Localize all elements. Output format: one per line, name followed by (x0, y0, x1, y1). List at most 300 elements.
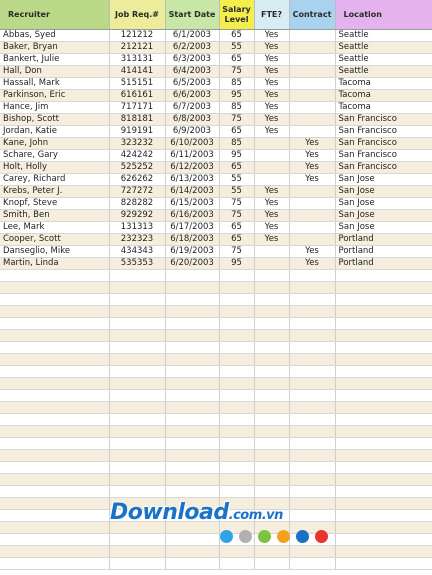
cell-contract[interactable] (289, 66, 335, 78)
cell-contract[interactable] (289, 414, 335, 426)
cell-contract[interactable]: Yes (289, 246, 335, 258)
cell-salary-level[interactable] (219, 294, 254, 306)
cell-job-req[interactable]: 424242 (109, 150, 165, 162)
cell-location[interactable]: San Jose (335, 222, 432, 234)
cell-recruiter[interactable]: Cooper, Scott (0, 234, 109, 246)
cell-job-req[interactable] (109, 378, 165, 390)
cell-salary-level[interactable] (219, 438, 254, 450)
cell-location[interactable] (335, 450, 432, 462)
cell-fte[interactable]: Yes (254, 78, 289, 90)
cell-salary-level[interactable]: 85 (219, 102, 254, 114)
watermark (110, 500, 350, 556)
cell-fte[interactable] (254, 402, 289, 414)
cell-location[interactable]: San Jose (335, 198, 432, 210)
cell-job-req[interactable] (109, 330, 165, 342)
cell-contract[interactable] (289, 330, 335, 342)
cell-start-date[interactable]: 6/2/2003 (165, 42, 219, 54)
cell-salary-level[interactable] (219, 318, 254, 330)
cell-contract[interactable] (289, 486, 335, 498)
cell-salary-level[interactable]: 65 (219, 222, 254, 234)
cell-salary-level[interactable] (219, 366, 254, 378)
cell-fte[interactable]: Yes (254, 102, 289, 114)
cell-location[interactable]: San Francisco (335, 138, 432, 150)
cell-start-date[interactable]: 6/18/2003 (165, 234, 219, 246)
cell-start-date[interactable]: 6/4/2003 (165, 66, 219, 78)
cell-location[interactable] (335, 402, 432, 414)
cell-start-date[interactable] (165, 270, 219, 282)
cell-location[interactable] (335, 318, 432, 330)
cell-job-req[interactable] (109, 426, 165, 438)
cell-salary-level[interactable] (219, 330, 254, 342)
cell-recruiter[interactable]: Hassall, Mark (0, 78, 109, 90)
cell-fte[interactable]: Yes (254, 30, 289, 42)
cell-salary-level[interactable]: 75 (219, 114, 254, 126)
cell-contract[interactable] (289, 54, 335, 66)
cell-location[interactable]: San Jose (335, 210, 432, 222)
cell-recruiter[interactable] (0, 282, 109, 294)
cell-start-date[interactable] (165, 450, 219, 462)
cell-contract[interactable] (289, 318, 335, 330)
cell-start-date[interactable] (165, 402, 219, 414)
cell-location[interactable] (335, 282, 432, 294)
cell-start-date[interactable] (165, 438, 219, 450)
cell-location[interactable] (335, 354, 432, 366)
cell-contract[interactable] (289, 198, 335, 210)
cell-job-req[interactable] (109, 558, 165, 570)
cell-location[interactable]: San Francisco (335, 162, 432, 174)
cell-fte[interactable] (254, 294, 289, 306)
cell-contract[interactable] (289, 234, 335, 246)
cell-recruiter[interactable]: Baker, Bryan (0, 42, 109, 54)
cell-location[interactable] (335, 342, 432, 354)
cell-contract[interactable] (289, 30, 335, 42)
cell-fte[interactable] (254, 138, 289, 150)
table-row (0, 342, 432, 354)
cell-job-req[interactable]: 919191 (109, 126, 165, 138)
cell-location[interactable]: Seattle (335, 66, 432, 78)
cell-recruiter[interactable] (0, 378, 109, 390)
cell-salary-level[interactable] (219, 390, 254, 402)
cell-recruiter[interactable] (0, 366, 109, 378)
cell-location[interactable]: San Jose (335, 174, 432, 186)
cell-contract[interactable] (289, 306, 335, 318)
cell-salary-level[interactable] (219, 486, 254, 498)
cell-job-req[interactable]: 434343 (109, 246, 165, 258)
cell-recruiter[interactable]: Bankert, Julie (0, 54, 109, 66)
cell-salary-level[interactable]: 55 (219, 174, 254, 186)
cell-salary-level[interactable]: 95 (219, 90, 254, 102)
cell-recruiter[interactable]: Lee, Mark (0, 222, 109, 234)
cell-fte[interactable] (254, 438, 289, 450)
cell-recruiter[interactable]: Smith, Ben (0, 210, 109, 222)
cell-salary-level[interactable]: 75 (219, 246, 254, 258)
cell-job-req[interactable] (109, 486, 165, 498)
header-job-req[interactable]: Job Req.# (109, 0, 165, 30)
cell-fte[interactable]: Yes (254, 210, 289, 222)
cell-contract[interactable]: Yes (289, 174, 335, 186)
cell-fte[interactable]: Yes (254, 126, 289, 138)
cell-fte[interactable] (254, 558, 289, 570)
cell-recruiter[interactable] (0, 438, 109, 450)
cell-recruiter[interactable]: Martin, Linda (0, 258, 109, 270)
cell-contract[interactable] (289, 102, 335, 114)
cell-start-date[interactable] (165, 342, 219, 354)
cell-job-req[interactable]: 525252 (109, 162, 165, 174)
cell-job-req[interactable] (109, 438, 165, 450)
cell-start-date[interactable]: 6/17/2003 (165, 222, 219, 234)
cell-location[interactable]: Portland (335, 234, 432, 246)
cell-recruiter[interactable] (0, 474, 109, 486)
cell-location[interactable]: Seattle (335, 54, 432, 66)
table-row (0, 246, 432, 258)
cell-recruiter[interactable] (0, 414, 109, 426)
cell-job-req[interactable]: 414141 (109, 66, 165, 78)
cell-fte[interactable]: Yes (254, 42, 289, 54)
cell-start-date[interactable]: 6/1/2003 (165, 30, 219, 42)
cell-location[interactable] (335, 414, 432, 426)
cell-fte[interactable]: Yes (254, 234, 289, 246)
cell-contract[interactable]: Yes (289, 258, 335, 270)
cell-contract[interactable] (289, 354, 335, 366)
cell-salary-level[interactable]: 75 (219, 198, 254, 210)
cell-job-req[interactable]: 818181 (109, 114, 165, 126)
cell-job-req[interactable] (109, 366, 165, 378)
cell-salary-level[interactable]: 55 (219, 186, 254, 198)
cell-fte[interactable] (254, 414, 289, 426)
header-salary-level[interactable]: Salary Level (219, 0, 254, 30)
cell-fte[interactable]: Yes (254, 186, 289, 198)
cell-recruiter[interactable]: Jordan, Katie (0, 126, 109, 138)
cell-fte[interactable] (254, 342, 289, 354)
cell-fte[interactable] (254, 318, 289, 330)
cell-recruiter[interactable] (0, 330, 109, 342)
cell-fte[interactable] (254, 174, 289, 186)
cell-contract[interactable] (289, 342, 335, 354)
cell-recruiter[interactable] (0, 522, 109, 534)
cell-fte[interactable] (254, 162, 289, 174)
cell-recruiter[interactable]: Hall, Don (0, 66, 109, 78)
cell-salary-level[interactable] (219, 342, 254, 354)
cell-recruiter[interactable] (0, 294, 109, 306)
cell-job-req[interactable] (109, 414, 165, 426)
cell-start-date[interactable]: 6/15/2003 (165, 198, 219, 210)
cell-start-date[interactable] (165, 426, 219, 438)
cell-contract[interactable] (289, 378, 335, 390)
cell-start-date[interactable]: 6/7/2003 (165, 102, 219, 114)
cell-contract[interactable] (289, 450, 335, 462)
cell-job-req[interactable]: 717171 (109, 102, 165, 114)
cell-location[interactable]: San Francisco (335, 114, 432, 126)
cell-location[interactable]: Seattle (335, 42, 432, 54)
cell-location[interactable]: Portland (335, 246, 432, 258)
cell-salary-level[interactable] (219, 378, 254, 390)
cell-contract[interactable] (289, 78, 335, 90)
cell-location[interactable] (335, 330, 432, 342)
cell-salary-level[interactable] (219, 426, 254, 438)
cell-recruiter[interactable] (0, 534, 109, 546)
cell-recruiter[interactable]: Abbas, Syed (0, 30, 109, 42)
cell-salary-level[interactable]: 65 (219, 234, 254, 246)
cell-recruiter[interactable] (0, 390, 109, 402)
cell-job-req[interactable] (109, 474, 165, 486)
cell-recruiter[interactable]: Carey, Richard (0, 174, 109, 186)
cell-job-req[interactable]: 232323 (109, 234, 165, 246)
cell-start-date[interactable] (165, 330, 219, 342)
cell-location[interactable] (335, 486, 432, 498)
cell-salary-level[interactable] (219, 270, 254, 282)
cell-job-req[interactable]: 616161 (109, 90, 165, 102)
cell-recruiter[interactable] (0, 342, 109, 354)
cell-fte[interactable]: Yes (254, 198, 289, 210)
cell-start-date[interactable]: 6/3/2003 (165, 54, 219, 66)
cell-location[interactable] (335, 294, 432, 306)
cell-salary-level[interactable]: 55 (219, 42, 254, 54)
cell-job-req[interactable] (109, 306, 165, 318)
cell-recruiter[interactable] (0, 426, 109, 438)
cell-job-req[interactable]: 212121 (109, 42, 165, 54)
header-location[interactable]: Location (335, 0, 432, 30)
header-start-date[interactable]: Start Date (165, 0, 219, 30)
cell-recruiter[interactable] (0, 558, 109, 570)
cell-contract[interactable] (289, 222, 335, 234)
cell-location[interactable]: San Francisco (335, 150, 432, 162)
cell-recruiter[interactable] (0, 270, 109, 282)
cell-fte[interactable] (254, 354, 289, 366)
cell-salary-level[interactable]: 65 (219, 30, 254, 42)
cell-start-date[interactable]: 6/10/2003 (165, 138, 219, 150)
cell-contract[interactable]: Yes (289, 138, 335, 150)
table-row (0, 90, 432, 102)
cell-contract[interactable] (289, 270, 335, 282)
cell-job-req[interactable] (109, 342, 165, 354)
cell-recruiter[interactable]: Holt, Holly (0, 162, 109, 174)
cell-location[interactable]: San Francisco (335, 126, 432, 138)
cell-contract[interactable] (289, 210, 335, 222)
cell-location[interactable] (335, 462, 432, 474)
cell-recruiter[interactable] (0, 546, 109, 558)
cell-recruiter[interactable] (0, 402, 109, 414)
cell-recruiter[interactable]: Hance, Jim (0, 102, 109, 114)
cell-fte[interactable] (254, 270, 289, 282)
cell-location[interactable] (335, 474, 432, 486)
cell-salary-level[interactable] (219, 354, 254, 366)
table-row (0, 318, 432, 330)
cell-fte[interactable]: Yes (254, 90, 289, 102)
cell-fte[interactable] (254, 306, 289, 318)
cell-recruiter[interactable] (0, 510, 109, 522)
table-row (0, 138, 432, 150)
cell-job-req[interactable]: 828282 (109, 198, 165, 210)
cell-salary-level[interactable]: 65 (219, 126, 254, 138)
cell-recruiter[interactable] (0, 450, 109, 462)
cell-fte[interactable]: Yes (254, 66, 289, 78)
cell-contract[interactable] (289, 90, 335, 102)
cell-location[interactable] (335, 366, 432, 378)
cell-salary-level[interactable] (219, 306, 254, 318)
cell-recruiter[interactable]: Krebs, Peter J. (0, 186, 109, 198)
cell-location[interactable] (335, 558, 432, 570)
cell-job-req[interactable] (109, 282, 165, 294)
cell-salary-level[interactable]: 95 (219, 258, 254, 270)
cell-recruiter[interactable]: Bishop, Scott (0, 114, 109, 126)
cell-fte[interactable]: Yes (254, 222, 289, 234)
cell-contract[interactable] (289, 282, 335, 294)
cell-start-date[interactable]: 6/12/2003 (165, 162, 219, 174)
cell-recruiter[interactable] (0, 486, 109, 498)
header-fte[interactable]: FTE? (254, 0, 289, 30)
cell-start-date[interactable] (165, 414, 219, 426)
cell-salary-level[interactable]: 65 (219, 162, 254, 174)
cell-recruiter[interactable] (0, 462, 109, 474)
cell-location[interactable] (335, 438, 432, 450)
cell-location[interactable]: Seattle (335, 30, 432, 42)
cell-start-date[interactable]: 6/19/2003 (165, 246, 219, 258)
cell-location[interactable]: Tacoma (335, 78, 432, 90)
header-recruiter[interactable]: Recruiter (0, 0, 109, 30)
cell-contract[interactable] (289, 390, 335, 402)
cell-fte[interactable] (254, 462, 289, 474)
cell-location[interactable]: Tacoma (335, 102, 432, 114)
cell-job-req[interactable] (109, 318, 165, 330)
header-contract[interactable]: Contract (289, 0, 335, 30)
cell-fte[interactable] (254, 282, 289, 294)
cell-job-req[interactable]: 515151 (109, 78, 165, 90)
cell-start-date[interactable] (165, 318, 219, 330)
cell-job-req[interactable]: 121212 (109, 30, 165, 42)
cell-fte[interactable] (254, 150, 289, 162)
cell-recruiter[interactable] (0, 498, 109, 510)
cell-recruiter[interactable]: Schare, Gary (0, 150, 109, 162)
cell-salary-level[interactable] (219, 402, 254, 414)
cell-location[interactable]: Tacoma (335, 90, 432, 102)
cell-fte[interactable] (254, 426, 289, 438)
cell-fte[interactable] (254, 486, 289, 498)
cell-job-req[interactable] (109, 462, 165, 474)
cell-salary-level[interactable] (219, 282, 254, 294)
cell-job-req[interactable] (109, 270, 165, 282)
cell-contract[interactable] (289, 462, 335, 474)
cell-start-date[interactable] (165, 474, 219, 486)
cell-location[interactable] (335, 270, 432, 282)
cell-start-date[interactable] (165, 282, 219, 294)
cell-start-date[interactable] (165, 294, 219, 306)
cell-job-req[interactable]: 626262 (109, 174, 165, 186)
cell-contract[interactable] (289, 426, 335, 438)
cell-start-date[interactable] (165, 306, 219, 318)
cell-fte[interactable] (254, 258, 289, 270)
cell-start-date[interactable]: 6/14/2003 (165, 186, 219, 198)
cell-start-date[interactable] (165, 366, 219, 378)
cell-start-date[interactable] (165, 354, 219, 366)
cell-fte[interactable] (254, 330, 289, 342)
cell-contract[interactable] (289, 474, 335, 486)
cell-start-date[interactable]: 6/16/2003 (165, 210, 219, 222)
cell-contract[interactable]: Yes (289, 162, 335, 174)
cell-location[interactable] (335, 306, 432, 318)
cell-fte[interactable] (254, 474, 289, 486)
cell-recruiter[interactable]: Kane, John (0, 138, 109, 150)
cell-job-req[interactable]: 323232 (109, 138, 165, 150)
cell-start-date[interactable] (165, 486, 219, 498)
cell-salary-level[interactable]: 95 (219, 150, 254, 162)
cell-contract[interactable] (289, 558, 335, 570)
cell-contract[interactable] (289, 186, 335, 198)
cell-fte[interactable]: Yes (254, 54, 289, 66)
cell-recruiter[interactable] (0, 354, 109, 366)
cell-recruiter[interactable] (0, 306, 109, 318)
cell-start-date[interactable]: 6/20/2003 (165, 258, 219, 270)
cell-start-date[interactable] (165, 558, 219, 570)
cell-fte[interactable] (254, 366, 289, 378)
cell-job-req[interactable] (109, 390, 165, 402)
cell-location[interactable] (335, 426, 432, 438)
cell-start-date[interactable]: 6/11/2003 (165, 150, 219, 162)
cell-job-req[interactable]: 535353 (109, 258, 165, 270)
cell-salary-level[interactable]: 65 (219, 54, 254, 66)
cell-contract[interactable]: Yes (289, 150, 335, 162)
cell-start-date[interactable]: 6/8/2003 (165, 114, 219, 126)
cell-salary-level[interactable]: 85 (219, 78, 254, 90)
cell-start-date[interactable] (165, 462, 219, 474)
cell-salary-level[interactable]: 75 (219, 210, 254, 222)
cell-contract[interactable] (289, 294, 335, 306)
cell-salary-level[interactable] (219, 414, 254, 426)
cell-contract[interactable] (289, 114, 335, 126)
cell-fte[interactable] (254, 390, 289, 402)
cell-job-req[interactable]: 313131 (109, 54, 165, 66)
cell-fte[interactable] (254, 246, 289, 258)
cell-start-date[interactable]: 6/6/2003 (165, 90, 219, 102)
cell-salary-level[interactable] (219, 462, 254, 474)
cell-contract[interactable] (289, 402, 335, 414)
cell-contract[interactable] (289, 126, 335, 138)
table-row (0, 198, 432, 210)
cell-fte[interactable]: Yes (254, 114, 289, 126)
cell-location[interactable] (335, 378, 432, 390)
cell-fte[interactable] (254, 378, 289, 390)
cell-job-req[interactable] (109, 294, 165, 306)
cell-contract[interactable] (289, 438, 335, 450)
cell-job-req[interactable]: 727272 (109, 186, 165, 198)
cell-salary-level[interactable] (219, 558, 254, 570)
cell-job-req[interactable]: 131313 (109, 222, 165, 234)
cell-job-req[interactable]: 929292 (109, 210, 165, 222)
cell-recruiter[interactable]: Parkinson, Eric (0, 90, 109, 102)
cell-start-date[interactable]: 6/5/2003 (165, 78, 219, 90)
cell-location[interactable]: San Jose (335, 186, 432, 198)
cell-contract[interactable] (289, 366, 335, 378)
cell-start-date[interactable]: 6/13/2003 (165, 174, 219, 186)
table-row (0, 186, 432, 198)
cell-salary-level[interactable] (219, 474, 254, 486)
cell-start-date[interactable]: 6/9/2003 (165, 126, 219, 138)
cell-job-req[interactable] (109, 402, 165, 414)
cell-recruiter[interactable]: Danseglio, Mike (0, 246, 109, 258)
cell-location[interactable] (335, 390, 432, 402)
cell-recruiter[interactable]: Knopf, Steve (0, 198, 109, 210)
cell-start-date[interactable] (165, 390, 219, 402)
cell-fte[interactable] (254, 450, 289, 462)
cell-start-date[interactable] (165, 378, 219, 390)
cell-job-req[interactable] (109, 354, 165, 366)
cell-recruiter[interactable] (0, 318, 109, 330)
cell-salary-level[interactable]: 85 (219, 138, 254, 150)
cell-salary-level[interactable] (219, 450, 254, 462)
cell-contract[interactable] (289, 42, 335, 54)
cell-location[interactable]: Portland (335, 258, 432, 270)
cell-job-req[interactable] (109, 450, 165, 462)
cell-salary-level[interactable]: 75 (219, 66, 254, 78)
